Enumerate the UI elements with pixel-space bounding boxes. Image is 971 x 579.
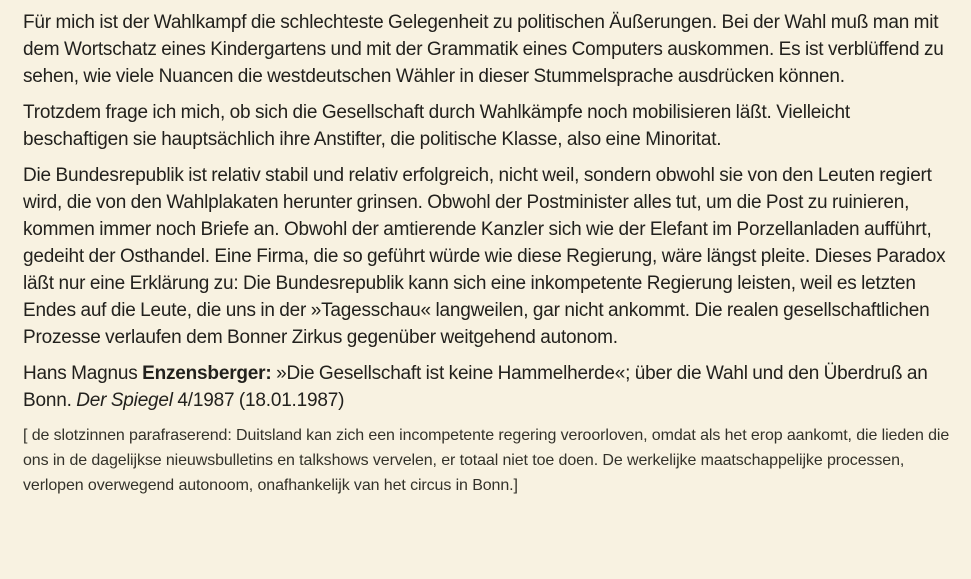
paragraph-wahlkampf: Für mich ist der Wahlkampf die schlechteste Gelegenheit zu politischen Äußerungen. Bei der Wahl muß man mit dem Wortschatz eines Kindergartens und mit der Grammatik eines Computers auskommen. Es ist verblüffend zu sehen, wie viele Nuancen die westdeutschen Wähler in dieser Stummelsprache ausdrücken können.: [23, 12, 944, 87]
attribution-line: [23, 360, 953, 414]
attribution-issue-date: 4/1987 (18.01.1987): [172, 390, 345, 411]
source-title: Der Spiegel: [76, 390, 173, 411]
attribution-title: »Die Gesellschaft ist keine Hammelherde«; über die Wahl und den Überdruß an Bonn.: [23, 363, 928, 411]
author-name: Enzensberger:: [142, 363, 272, 384]
attribution-prefix: Hans Magnus: [23, 363, 143, 384]
paragraph-bundesrepublik: Die Bundesrepublik ist relativ stabil und relativ erfolgreich, nicht weil, sondern obwohl sie von den Leuten regiert wird, die von den Wahlplakaten herunter grinsen. Obwohl der Postminister alles tut, um die Post zu ruinieren, kommen immer noch Briefe an. Obwohl der amtierende Kanzler sich wie der Elefant im Porzellanladen aufführt, gedeiht der Osthandel. Eine Firma, die so geführt würde wie diese Regierung, wäre längst pleite. Dieses Paradox läßt nur eine Erklärung zu: Die Bundesrepublik kann sich eine inkompetente Regierung leisten, weil es letzten Endes auf die Leute, die uns in der »Tagesschau« langweilen, gar nicht ankommt. Die realen gesellschaftlichen Prozesse verlaufen dem Bonner Zirkus gegenüber weitgehend autonom.: [23, 165, 946, 348]
paragraph-mobilisieren: Trotzdem frage ich mich, ob sich die Gesellschaft durch Wahlkämpfe noch mobilisieren läßt. Vielleicht beschaftigen sie hauptsächlich ihre Anstifter, die politische Klasse, also eine Minoritat.: [23, 102, 850, 150]
dutch-paraphrase-note: [ de slotzinnen parafraserend: Duitsland kan zich een incompetente regering veroorloven, omdat als het erop aankomt, die lieden die ons in de dagelijkse nieuwsbulletins en talkshows vervelen, er totaal niet toe doen. De werkelijke maatschappelijke processen, verlopen overwegend autonoom, onafhankelijk van het circus in Bonn.]: [23, 427, 950, 494]
